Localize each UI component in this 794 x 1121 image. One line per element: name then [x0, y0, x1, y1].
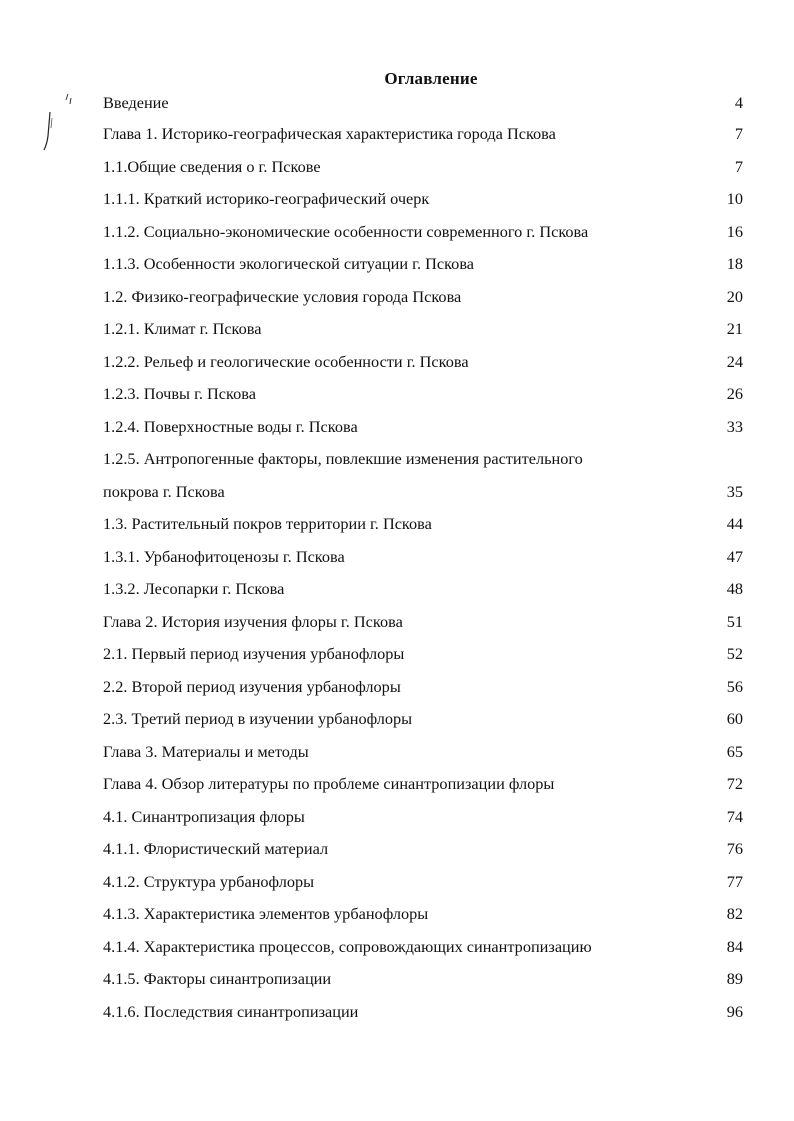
toc-entry [103, 120, 743, 153]
toc-entry-page: 76 [726, 839, 743, 858]
toc-entry [103, 835, 743, 868]
toc-entry-page: 51 [726, 611, 743, 631]
toc-entry-page: 18 [726, 254, 743, 273]
toc-entry-text: 1.2.5. Антропогенные факторы, повлекшие изменения растительного [103, 449, 583, 468]
toc-entry-text: 1.2.1. Климат г. Пскова [103, 319, 262, 338]
toc-entry [103, 868, 743, 901]
toc-entry [103, 380, 743, 413]
toc-entry-page: 74 [726, 806, 743, 826]
toc-entry [103, 738, 743, 771]
toc-entry-text: 4.1.6. Последствия синантропизации [103, 1001, 359, 1021]
toc-entry-text: 1.3.2. Лесопарки г. Пскова [103, 579, 285, 598]
toc-entry-page: 84 [726, 936, 743, 956]
toc-entry-page: 82 [726, 904, 743, 923]
toc-entry-text: 1.2.3. Почвы г. Пскова [103, 384, 256, 403]
toc-entry-text: 1.2. Физико-географические условия города Пскова [103, 286, 462, 306]
toc-entry-text: 1.1.3. Особенности экологической ситуации г. Пскова [103, 254, 475, 273]
toc-entry [103, 185, 743, 218]
toc-entry-text: Глава 3. Материалы и методы [103, 741, 309, 761]
toc-entry [103, 153, 743, 186]
toc-entry-page: 48 [726, 579, 743, 598]
toc-entry [103, 673, 743, 706]
toc-entry-page: 89 [726, 969, 743, 988]
toc-entry-text: Глава 1. Историко-географическая характеристика города Пскова [103, 124, 556, 143]
toc-entry-page: 21 [726, 319, 743, 338]
toc-entry-page: 20 [726, 286, 743, 306]
toc-entry-text: Глава 2. История изучения флоры г. Пскова [103, 611, 403, 631]
toc-entry-page: 52 [726, 644, 743, 663]
toc-entry-text: 1.2.2. Рельеф и геологические особенности г. Пскова [103, 351, 469, 371]
toc-list [103, 89, 743, 1030]
toc-entry-text: 4.1. Синантропизация флоры [103, 806, 305, 826]
toc-entry-text: 4.1.3. Характеристика элементов урбанофлоры [103, 904, 429, 923]
toc-entry-text: 4.1.2. Структура урбанофлоры [103, 871, 315, 891]
toc-entry-page: 60 [726, 709, 743, 728]
toc-entry [103, 218, 743, 251]
toc-entry-page: 56 [726, 676, 743, 696]
toc-entry-page: 47 [726, 546, 743, 566]
toc-entry-text: покрова г. Пскова [103, 481, 225, 501]
toc-entry-text: 2.1. Первый период изучения урбанофлоры [103, 644, 405, 663]
toc-entry [103, 803, 743, 836]
toc-entry [103, 89, 743, 120]
toc-entry-page: 16 [726, 221, 743, 241]
toc-entry [103, 770, 743, 803]
toc-entry-page: 65 [726, 741, 743, 761]
toc-entry [103, 348, 743, 381]
toc-entry [103, 283, 743, 316]
toc-entry-page: 10 [726, 189, 743, 208]
toc-entry-text: Введение [103, 93, 169, 112]
toc-entry-page: 72 [726, 774, 743, 793]
toc-entry [103, 250, 743, 283]
toc-entry [103, 543, 743, 576]
margin-pen-marks [30, 92, 80, 162]
toc-entry-text: 2.3. Третий период в изучении урбанофлоры [103, 709, 413, 728]
toc-entry [103, 445, 743, 478]
toc-entry [103, 705, 743, 738]
toc-entry-text: 1.3. Растительный покров территории г. Пскова [103, 514, 432, 533]
toc-entry-text: 1.1.2. Социально-экономические особенности современного г. Пскова [103, 221, 589, 241]
toc-entry [103, 900, 743, 933]
toc-entry-text: 4.1.4. Характеристика процессов, сопровождающих синантропизацию [103, 936, 592, 956]
toc-entry-page: 24 [726, 351, 743, 371]
toc-entry-page: 44 [726, 514, 743, 533]
toc-entry-text: 4.1.1. Флористический материал [103, 839, 329, 858]
toc-entry-page: 77 [726, 871, 743, 891]
toc-entry [103, 640, 743, 673]
toc-entry-text: 1.3.1. Урбанофитоценозы г. Пскова [103, 546, 345, 566]
toc-entry [103, 315, 743, 348]
toc-entry-page: 96 [726, 1001, 743, 1021]
toc-entry-text: 1.1.Общие сведения о г. Пскове [103, 156, 321, 176]
toc-entry-page: 7 [734, 156, 743, 176]
toc-entry [103, 575, 743, 608]
toc-entry [103, 933, 743, 966]
toc-entry-page: 4 [734, 93, 743, 112]
toc-entry-text: 2.2. Второй период изучения урбанофлоры [103, 676, 401, 696]
toc-entry-page: 7 [734, 124, 743, 143]
toc-entry-text: 1.1.1. Краткий историко-географический очерк [103, 189, 430, 208]
toc-title: Оглавление [384, 69, 478, 88]
toc-entry [103, 998, 743, 1031]
toc-entry-text: 4.1.5. Факторы синантропизации [103, 969, 332, 988]
toc-entry [103, 478, 743, 511]
toc-entry [103, 965, 743, 998]
toc-entry [103, 608, 743, 641]
toc-entry-text: 1.2.4. Поверхностные воды г. Пскова [103, 416, 358, 436]
toc-entry-page: 26 [726, 384, 743, 403]
toc-entry [103, 510, 743, 543]
toc-entry [103, 413, 743, 446]
toc-entry-text: Глава 4. Обзор литературы по проблеме синантропизации флоры [103, 774, 555, 793]
toc-entry-page: 33 [726, 416, 743, 436]
toc-entry-page: 35 [726, 481, 743, 501]
